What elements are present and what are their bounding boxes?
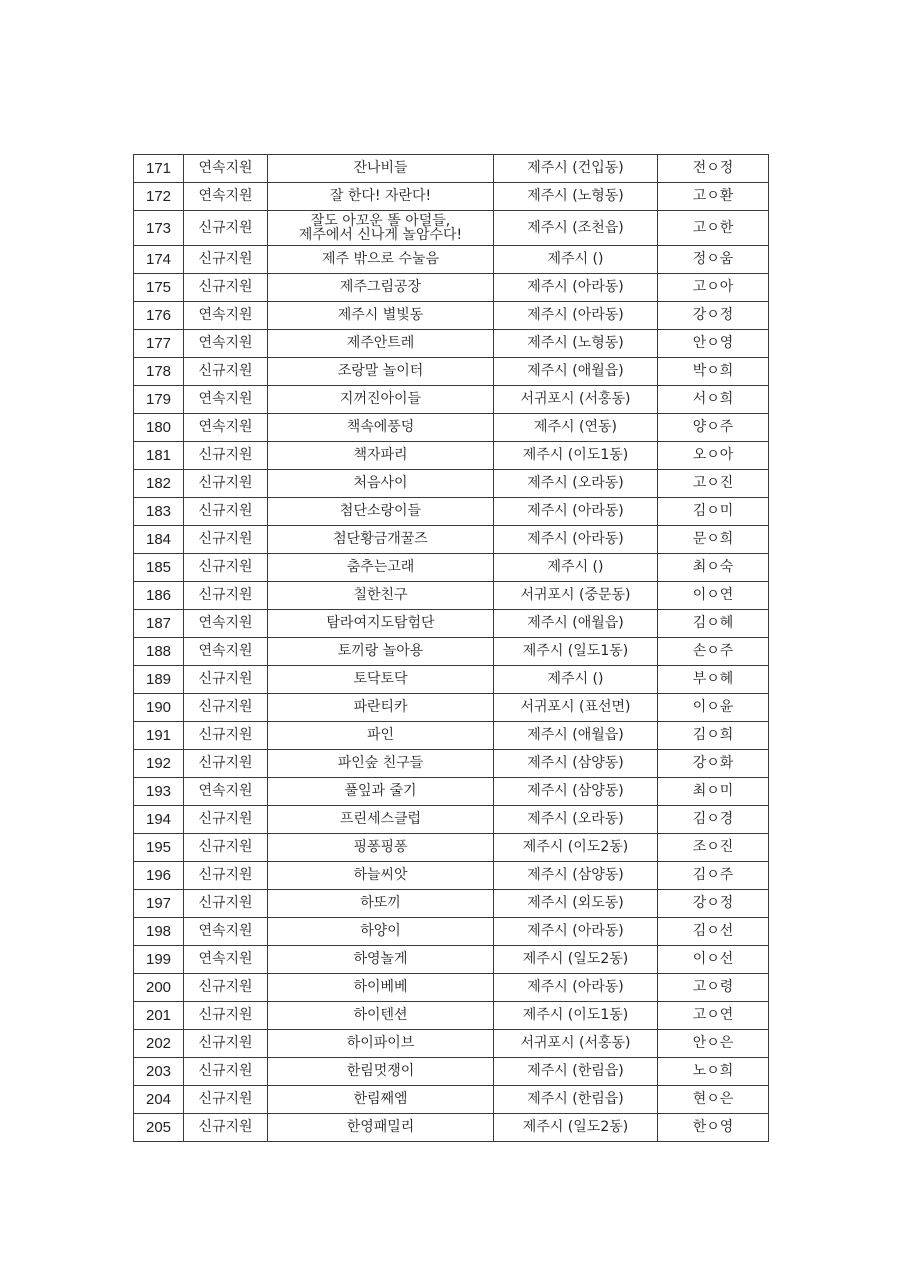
row-number-cell: 199: [134, 946, 184, 974]
representative-cell: 손ㅇ주: [658, 638, 769, 666]
region-cell: 제주시 (일도2동): [494, 946, 658, 974]
support-type-cell: 신규지원: [184, 274, 268, 302]
region-cell: 제주시 (삼양동): [494, 750, 658, 778]
club-name-cell: 칠한친구: [268, 582, 494, 610]
row-number-cell: 194: [134, 806, 184, 834]
row-number-cell: 189: [134, 666, 184, 694]
support-type-cell: 신규지원: [184, 1030, 268, 1058]
row-number-cell: 202: [134, 1030, 184, 1058]
table-row: [134, 470, 769, 498]
table-row: [134, 1030, 769, 1058]
table-row: [134, 1086, 769, 1114]
club-name-cell: 책속에풍덩: [268, 414, 494, 442]
club-name-cell: 지꺼진아이들: [268, 386, 494, 414]
club-name-cell: 탐라여지도탐험단: [268, 610, 494, 638]
row-number-cell: 197: [134, 890, 184, 918]
support-type-cell: 신규지원: [184, 1086, 268, 1114]
table-row: [134, 386, 769, 414]
table-row: [134, 414, 769, 442]
row-number-cell: 205: [134, 1114, 184, 1142]
club-name-cell: 제주안트레: [268, 330, 494, 358]
region-cell: 제주시 (오라동): [494, 806, 658, 834]
table-row: [134, 1114, 769, 1142]
club-name-line-2: 제주에서 신나게 놀암수다!: [298, 227, 463, 243]
region-cell: 제주시 (일도1동): [494, 638, 658, 666]
region-cell: 제주시 (아라동): [494, 918, 658, 946]
row-number-cell: 171: [134, 155, 184, 183]
support-type-cell: 신규지원: [184, 1002, 268, 1030]
support-type-cell: 연속지원: [184, 155, 268, 183]
row-number-cell: 173: [134, 211, 184, 246]
club-name-cell: [268, 211, 494, 246]
table-row: [134, 1058, 769, 1086]
region-cell: 제주시 (이도1동): [494, 1002, 658, 1030]
region-cell: 제주시 (외도동): [494, 890, 658, 918]
region-cell: 서귀포시 (중문동): [494, 582, 658, 610]
support-type-cell: 신규지원: [184, 1114, 268, 1142]
row-number-cell: 185: [134, 554, 184, 582]
club-list-table: [133, 154, 769, 1142]
representative-cell: 이ㅇ선: [658, 946, 769, 974]
representative-cell: 김ㅇ혜: [658, 610, 769, 638]
region-cell: 제주시 (애월읍): [494, 722, 658, 750]
representative-cell: 김ㅇ희: [658, 722, 769, 750]
support-type-cell: 신규지원: [184, 694, 268, 722]
table-row: [134, 498, 769, 526]
table-row: [134, 582, 769, 610]
club-name-cell: 파인: [268, 722, 494, 750]
support-type-cell: 연속지원: [184, 330, 268, 358]
club-name-cell: 핑퐁핑퐁: [268, 834, 494, 862]
region-cell: 제주시 (연동): [494, 414, 658, 442]
region-cell: 제주시 (아라동): [494, 526, 658, 554]
support-type-cell: 신규지원: [184, 750, 268, 778]
table-row: [134, 778, 769, 806]
table-row: [134, 183, 769, 211]
row-number-cell: 172: [134, 183, 184, 211]
support-type-cell: 신규지원: [184, 890, 268, 918]
support-type-cell: 신규지원: [184, 722, 268, 750]
representative-cell: 노ㅇ희: [658, 1058, 769, 1086]
support-type-cell: 연속지원: [184, 386, 268, 414]
row-number-cell: 183: [134, 498, 184, 526]
table-row: [134, 722, 769, 750]
row-number-cell: 186: [134, 582, 184, 610]
support-type-cell: 신규지원: [184, 358, 268, 386]
club-name-cell: 파란티카: [268, 694, 494, 722]
club-name-cell: 프린세스클럽: [268, 806, 494, 834]
representative-cell: 김ㅇ미: [658, 498, 769, 526]
table-row: [134, 834, 769, 862]
representative-cell: 최ㅇ미: [658, 778, 769, 806]
support-type-cell: 연속지원: [184, 610, 268, 638]
representative-cell: 이ㅇ연: [658, 582, 769, 610]
row-number-cell: 200: [134, 974, 184, 1002]
table-row: [134, 526, 769, 554]
region-cell: 제주시 (일도2동): [494, 1114, 658, 1142]
club-name-cell: 처음사이: [268, 470, 494, 498]
support-type-cell: 신규지원: [184, 526, 268, 554]
club-name-cell: 하이베베: [268, 974, 494, 1002]
club-name-cell: 한영패밀리: [268, 1114, 494, 1142]
representative-cell: 부ㅇ혜: [658, 666, 769, 694]
table-row: [134, 330, 769, 358]
row-number-cell: 191: [134, 722, 184, 750]
region-cell: 제주시 (한림읍): [494, 1058, 658, 1086]
representative-cell: 한ㅇ영: [658, 1114, 769, 1142]
club-name-line-1: 잘도 아꼬운 똘 아덜들,: [310, 213, 451, 229]
row-number-cell: 175: [134, 274, 184, 302]
region-cell: 제주시 (아라동): [494, 274, 658, 302]
table-row: [134, 246, 769, 274]
row-number-cell: 198: [134, 918, 184, 946]
region-cell: 제주시 (노형동): [494, 183, 658, 211]
support-type-cell: 신규지원: [184, 834, 268, 862]
table-row: [134, 862, 769, 890]
club-name-cell: 한림째엠: [268, 1086, 494, 1114]
club-name-cell: 제주그림공장: [268, 274, 494, 302]
representative-cell: 김ㅇ경: [658, 806, 769, 834]
region-cell: 제주시 (): [494, 246, 658, 274]
table-row: [134, 274, 769, 302]
club-name-cell: 하이텐션: [268, 1002, 494, 1030]
row-number-cell: 176: [134, 302, 184, 330]
row-number-cell: 177: [134, 330, 184, 358]
row-number-cell: 190: [134, 694, 184, 722]
representative-cell: 고ㅇ연: [658, 1002, 769, 1030]
club-name-cell: 조랑말 놀이터: [268, 358, 494, 386]
representative-cell: 현ㅇ은: [658, 1086, 769, 1114]
region-cell: 제주시 (건입동): [494, 155, 658, 183]
table-row: [134, 442, 769, 470]
representative-cell: 오ㅇ아: [658, 442, 769, 470]
region-cell: 제주시 (오라동): [494, 470, 658, 498]
region-cell: 제주시 (조천읍): [494, 211, 658, 246]
region-cell: 서귀포시 (서홍동): [494, 1030, 658, 1058]
club-name-cell: 첨단황금개꿀즈: [268, 526, 494, 554]
club-name-cell: 하양이: [268, 918, 494, 946]
representative-cell: 김ㅇ선: [658, 918, 769, 946]
club-name-cell: 잔나비들: [268, 155, 494, 183]
support-type-cell: 신규지원: [184, 442, 268, 470]
club-name-cell: 토끼랑 놀아용: [268, 638, 494, 666]
support-type-cell: 연속지원: [184, 918, 268, 946]
row-number-cell: 181: [134, 442, 184, 470]
support-type-cell: 연속지원: [184, 638, 268, 666]
representative-cell: 고ㅇ환: [658, 183, 769, 211]
region-cell: 제주시 (애월읍): [494, 358, 658, 386]
representative-cell: 최ㅇ숙: [658, 554, 769, 582]
table-row: [134, 806, 769, 834]
representative-cell: 강ㅇ화: [658, 750, 769, 778]
representative-cell: 고ㅇ령: [658, 974, 769, 1002]
row-number-cell: 204: [134, 1086, 184, 1114]
representative-cell: 고ㅇ한: [658, 211, 769, 246]
region-cell: 제주시 (아라동): [494, 974, 658, 1002]
row-number-cell: 174: [134, 246, 184, 274]
row-number-cell: 201: [134, 1002, 184, 1030]
club-name-cell: 첨단소랑이들: [268, 498, 494, 526]
club-name-cell: 토닥토닥: [268, 666, 494, 694]
support-type-cell: 신규지원: [184, 974, 268, 1002]
club-name-cell: 제주 밖으로 수눌음: [268, 246, 494, 274]
row-number-cell: 193: [134, 778, 184, 806]
table-row: [134, 946, 769, 974]
region-cell: 서귀포시 (서홍동): [494, 386, 658, 414]
row-number-cell: 184: [134, 526, 184, 554]
table-row: [134, 666, 769, 694]
support-type-cell: 신규지원: [184, 666, 268, 694]
row-number-cell: 182: [134, 470, 184, 498]
row-number-cell: 203: [134, 1058, 184, 1086]
representative-cell: 이ㅇ윤: [658, 694, 769, 722]
representative-cell: 강ㅇ정: [658, 890, 769, 918]
support-type-cell: 연속지원: [184, 414, 268, 442]
club-name-cell: 잘 한다! 자란다!: [268, 183, 494, 211]
club-name-cell: 책자파리: [268, 442, 494, 470]
club-name-cell: 춤추는고래: [268, 554, 494, 582]
region-cell: 제주시 (아라동): [494, 302, 658, 330]
club-name-cell: 한림멋쟁이: [268, 1058, 494, 1086]
table-row: [134, 890, 769, 918]
support-type-cell: 신규지원: [184, 498, 268, 526]
club-name-cell: 하이파이브: [268, 1030, 494, 1058]
table-row: [134, 750, 769, 778]
table-row: [134, 638, 769, 666]
club-name-cell: 하늘씨앗: [268, 862, 494, 890]
representative-cell: 정ㅇ움: [658, 246, 769, 274]
representative-cell: 박ㅇ희: [658, 358, 769, 386]
support-type-cell: 신규지원: [184, 862, 268, 890]
table-row: [134, 610, 769, 638]
support-type-cell: 연속지원: [184, 946, 268, 974]
support-type-cell: 신규지원: [184, 246, 268, 274]
region-cell: 제주시 (이도1동): [494, 442, 658, 470]
representative-cell: 문ㅇ희: [658, 526, 769, 554]
representative-cell: 강ㅇ정: [658, 302, 769, 330]
representative-cell: 서ㅇ희: [658, 386, 769, 414]
table-row: [134, 918, 769, 946]
club-name-cell: 파인숲 친구들: [268, 750, 494, 778]
row-number-cell: 188: [134, 638, 184, 666]
region-cell: 서귀포시 (표선면): [494, 694, 658, 722]
region-cell: 제주시 (애월읍): [494, 610, 658, 638]
representative-cell: 고ㅇ진: [658, 470, 769, 498]
support-type-cell: 연속지원: [184, 778, 268, 806]
support-type-cell: 신규지원: [184, 211, 268, 246]
row-number-cell: 196: [134, 862, 184, 890]
representative-cell: 고ㅇ아: [658, 274, 769, 302]
club-name-cell: 풀잎과 줄기: [268, 778, 494, 806]
row-number-cell: 180: [134, 414, 184, 442]
row-number-cell: 192: [134, 750, 184, 778]
representative-cell: 전ㅇ정: [658, 155, 769, 183]
representative-cell: 안ㅇ영: [658, 330, 769, 358]
support-type-cell: 연속지원: [184, 302, 268, 330]
region-cell: 제주시 (삼양동): [494, 778, 658, 806]
row-number-cell: 178: [134, 358, 184, 386]
club-name-cell: 제주시 별빛동: [268, 302, 494, 330]
row-number-cell: 187: [134, 610, 184, 638]
representative-cell: 안ㅇ은: [658, 1030, 769, 1058]
club-name-cell: 하영놀게: [268, 946, 494, 974]
support-type-cell: 신규지원: [184, 1058, 268, 1086]
region-cell: 제주시 (): [494, 554, 658, 582]
region-cell: 제주시 (아라동): [494, 498, 658, 526]
table-row: [134, 974, 769, 1002]
region-cell: 제주시 (노형동): [494, 330, 658, 358]
region-cell: 제주시 (한림읍): [494, 1086, 658, 1114]
support-type-cell: 신규지원: [184, 582, 268, 610]
representative-cell: 조ㅇ진: [658, 834, 769, 862]
region-cell: 제주시 (이도2동): [494, 834, 658, 862]
representative-cell: 양ㅇ주: [658, 414, 769, 442]
support-type-cell: 신규지원: [184, 554, 268, 582]
row-number-cell: 195: [134, 834, 184, 862]
club-name-cell: 하또끼: [268, 890, 494, 918]
region-cell: 제주시 (삼양동): [494, 862, 658, 890]
table-row: [134, 694, 769, 722]
table-row: [134, 155, 769, 183]
region-cell: 제주시 (): [494, 666, 658, 694]
representative-cell: 김ㅇ주: [658, 862, 769, 890]
support-type-cell: 신규지원: [184, 470, 268, 498]
table-row: [134, 302, 769, 330]
support-type-cell: 연속지원: [184, 183, 268, 211]
support-type-cell: 신규지원: [184, 806, 268, 834]
row-number-cell: 179: [134, 386, 184, 414]
table-row: [134, 1002, 769, 1030]
table-body: [134, 155, 769, 1142]
table-row: [134, 358, 769, 386]
table-row: [134, 554, 769, 582]
table-row: [134, 211, 769, 246]
